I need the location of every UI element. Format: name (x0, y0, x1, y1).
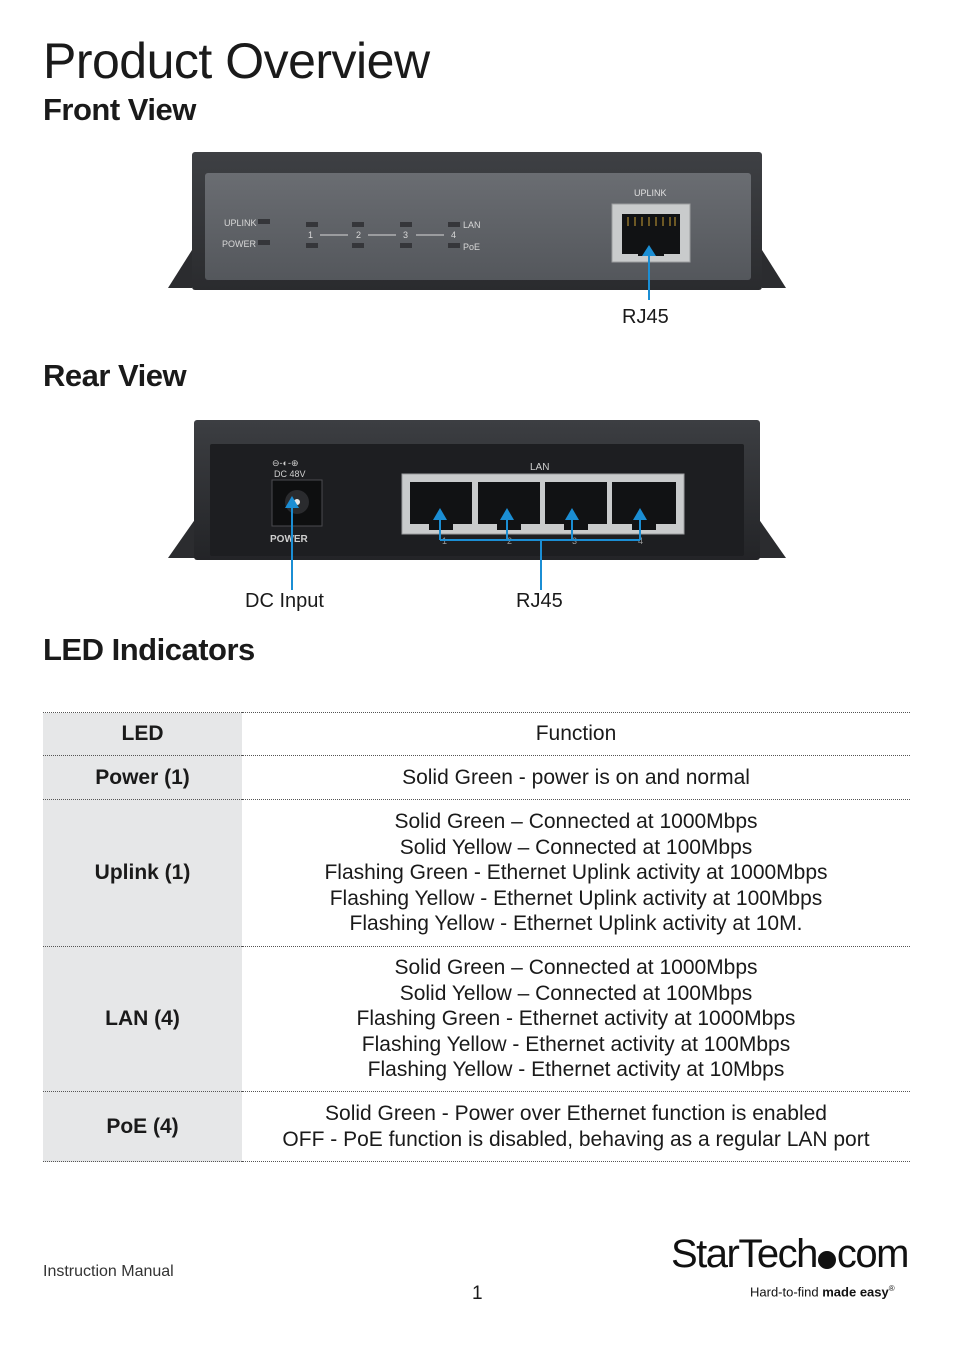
svg-text:⊖-◐-⊕: ⊖-◐-⊕ (272, 458, 299, 468)
function-line: Solid Green – Connected at 1000Mbps (394, 956, 758, 980)
led-indicators-heading: LED Indicators (43, 632, 255, 667)
tagline-bold: made easy (822, 1284, 889, 1300)
logo-text-com: com (836, 1232, 908, 1276)
front-port-1: 1 (308, 230, 314, 240)
logo-dot-icon (818, 1251, 836, 1269)
registered-mark: ® (888, 1284, 895, 1293)
function-line: Solid Green - power is on and normal (402, 765, 750, 789)
rear-view-image (160, 418, 800, 590)
front-port-3: 3 (403, 230, 409, 240)
rear-port-4: 4 (638, 536, 644, 546)
led-function (242, 947, 910, 1092)
function-line: Flashing Yellow - Ethernet Uplink activity at 100Mbps (329, 886, 823, 910)
tagline-part: Hard-to-find (750, 1284, 823, 1300)
rear-port-3: 3 (572, 536, 578, 546)
column-header-function: Function (242, 713, 910, 756)
rear-rj45-callout: RJ45 (516, 590, 563, 612)
function-line: Solid Green – Connected at 1000Mbps (394, 810, 758, 834)
rear-label-power: POWER (270, 534, 308, 545)
table-row (43, 947, 910, 1092)
front-view-heading: Front View (43, 92, 196, 127)
front-rj45-callout: RJ45 (622, 306, 669, 328)
function-line: Flashing Yellow - Ethernet activity at 100Mbps (361, 1032, 791, 1056)
startech-logo (671, 1232, 908, 1277)
led-function (242, 756, 910, 800)
column-header-led: LED (43, 713, 242, 756)
table-row (43, 756, 910, 800)
table-row (43, 1092, 910, 1162)
front-label-poe: PoE (463, 242, 481, 252)
function-line: Solid Yellow – Connected at 100Mbps (399, 835, 753, 859)
rear-port-2: 2 (507, 536, 513, 546)
led-name: Power (1) (43, 756, 242, 800)
function-line: Solid Yellow – Connected at 100Mbps (399, 981, 753, 1005)
front-label-uplink: UPLINK (224, 218, 257, 228)
front-view-image (160, 150, 800, 300)
front-label-uplink-port: UPLINK (634, 188, 667, 198)
function-line: Flashing Green - Ethernet Uplink activity at 1000Mbps (324, 861, 828, 885)
rear-label-dc: DC 48V (274, 469, 306, 479)
table-header-row (43, 713, 910, 756)
led-name: PoE (4) (43, 1092, 242, 1162)
front-label-power: POWER (222, 239, 257, 249)
page-number: 1 (472, 1283, 483, 1304)
function-line: Flashing Green - Ethernet activity at 1000Mbps (356, 1007, 796, 1031)
led-name: LAN (4) (43, 947, 242, 1092)
rear-port-1: 1 (442, 536, 448, 546)
rear-view-heading: Rear View (43, 358, 187, 393)
function-line: Flashing Yellow - Ethernet Uplink activity at 10M. (349, 912, 803, 936)
brand-tagline (750, 1284, 895, 1299)
led-function (242, 800, 910, 947)
table-row (43, 800, 910, 947)
page-title: Product Overview (43, 33, 430, 89)
led-indicator-table (43, 712, 910, 1162)
function-line: OFF - PoE function is disabled, behaving as a regular LAN port (282, 1127, 870, 1151)
led-name: Uplink (1) (43, 800, 242, 947)
rear-dc-callout: DC Input (245, 590, 324, 612)
function-line: Solid Green - Power over Ethernet function is enabled (325, 1102, 827, 1125)
led-function (242, 1092, 910, 1162)
rear-label-lan: LAN (530, 462, 550, 473)
function-line: Flashing Yellow - Ethernet activity at 10Mbps (367, 1058, 785, 1082)
footer-manual-label: Instruction Manual (43, 1263, 174, 1280)
front-port-2: 2 (356, 230, 362, 240)
front-label-lan: LAN (463, 220, 481, 230)
logo-text: StarTech (671, 1232, 817, 1276)
front-port-4: 4 (451, 230, 457, 240)
